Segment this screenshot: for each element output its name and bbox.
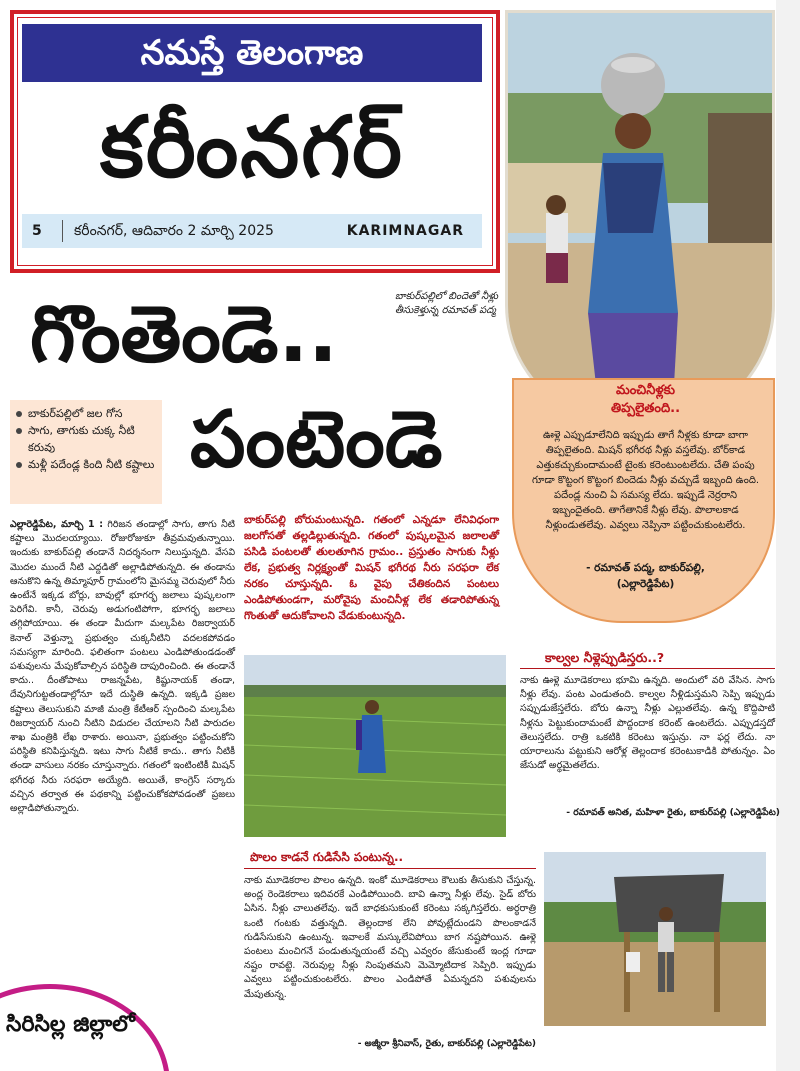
- section-body-kalvala: నాకు ఊళ్లె మూడెకరాలు భూమి ఉన్నది. అందులో వరి వేసిన. సాగు నీళ్లు లేవు. పంట ఎండుతంది. కాల్వల నీళ్లిడుస్తమని సెప్పి ఇప్పుడు సప్పుడుజేస్తలేరు. బోరు ఉన్నా నీళ్లు ఎల్లుతలేవు. ఉన్న కొద్దిపాటి నీళ్లను పెట్టుకుందామంటే పొద్దందాక కరెంట్‌ ఉంటలేదు. ఎప్పుడస్తదో తెలుస్తలేదు. రాత్రి ఒకటికి కరెంటు ఇస్తున్రు. నా ఫర్ల లేదు. నా యారాలును పట్టుకుని ఆరోళ్ల తెల్లందాక కరెంటుకాడికి పోతున్నం. ఏం జేసుడో అర్థమైతలేదు.: [520, 675, 775, 772]
- dateline-date: కరీంనగర్, ఆదివారం 2 మార్చి 2025: [74, 223, 274, 239]
- section-credit-polam: - అజ్మీరా శ్రీనివాస్‌, రైతు, బాకుర్‌పల్లి (ఎల్లారెడ్డిపేట): [357, 1039, 536, 1049]
- highlight-item: బాకుర్‌పల్లిలో జల గోస: [14, 405, 158, 422]
- next-article-headline: సిరిసిల్ల జిల్లాలో: [6, 1012, 135, 1037]
- sidebar-credit-line1: - రమావత్‌ పద్మ, బాకుర్‌పల్లి,: [586, 562, 705, 574]
- dateline-divider: [62, 220, 63, 242]
- edition-name: కరీంనగర్: [99, 98, 404, 196]
- photo-farmer-with-tent: [544, 852, 766, 1026]
- paper-name: నమస్తే తెలంగాణ: [22, 24, 482, 82]
- highlight-item: మళ్లీ పదేండ్ల కింది నీటి కష్టాలు: [14, 456, 158, 473]
- sidebar-quote-box: [512, 378, 775, 623]
- sidebar-credit-line2: (ఎల్లారెడ్డిపేట): [616, 578, 675, 590]
- highlight-item: సాగు, తాగుకు చుక్క నీటి కరువు: [14, 422, 158, 456]
- dateline-bar: [22, 214, 482, 248]
- article-intro: బాకుర్‌పల్లి బోరుమంటున్నది. గతంలో ఎన్నడూ లేనివిధంగా జలగోసతో తల్లడిల్లుతున్నది. గతంలో పుష్కలమైన జలాలతో పసిడి పంటలతో తులతూగిన గ్రామం.. ప్రస్తుతం సాగుకు నీళ్లు లేక, ప్రభుత్వ నిర్లక్ష్యంతో మిషన్‌ భగీరథ నీరు సరఫరా లేక నరకం చూస్తున్నది. ఓ వైపు చేతికందిన పంటలు ఎండిపోతుండగా, మరోవైపు మంచినీళ్ల లేక తడారిపోతున్న గొంతుతో ఆదుకోవాలని వేడుకుంటున్నది.: [244, 514, 499, 622]
- photo-tent-illustration: [544, 852, 766, 1026]
- section-credit-kalvala: - రమావత్‌ అనిత, మహిళా రైతు, బాకుర్‌పల్లి (ఎల్లారెడ్డిపేట): [566, 807, 780, 818]
- photo-woman-carrying-water-illustration: [508, 13, 775, 425]
- sidebar-title: [514, 382, 777, 418]
- photo-woman-in-paddy-field: [244, 655, 506, 837]
- dateline-city: KARIMNAGAR: [346, 223, 464, 239]
- sidebar-body: ఊళ్లె ఎప్పుడూలేనిది ఇప్పుడు తాగే నీళ్లకు కూడా బాగా తిప్పలైతంది. మిషన్‌ భగీరథ నీళ్లు వస్తలేవు. బోర్‌కాడ ఎత్తుకచ్చుకుందామంటే టైంకు కరెంటుంటలేదు. చేతి పంపు గూడా కొట్టంగ కొట్టంగ బిందెడు నీళ్లు వచ్చుడే ఇబ్బంది ఉంది. పదేండ్ల నుంచి ఏ సమస్య లేదు. ఇప్పుడే నెర్రరాని ఇబ్బందైతంది. తాగేతానికే నీళ్లు లేవు. పొలాలకాడ నీళ్లుండుతలేవు. ఎవ్వలు నెప్పినా పట్టించుకుంటలేరు.: [531, 430, 760, 531]
- sidebar-title-line1: మంచినీళ్లకు: [615, 383, 676, 398]
- section-rule: [520, 668, 775, 669]
- masthead: [10, 10, 500, 273]
- section-body-polam: నాకు మూడెకరాల పొలం ఉన్నది. ఇంకో మూడెకరాలు కౌలుకు తీసుకుని చేస్తున్న. అంద్ల రెండెకరాలు ఇదివరకే ఎండిపోయింది. బావి ఉన్నా నీళ్లు లేవు. సైడ్‌ బోరు ఏసిన. నీళ్లు చాలుతలేవు. ఇదే బాధకుసుకుంటే కరెంటు సక్కగిస్తలేరు. అర్ధరాత్రి ఒంటి గంటకు వత్తున్నది. తెల్లందాక లేని పోవుట్లేదుండని పొలంకాడనే గుడిసేసుకుని ఉంటున్న. ఇవాలకే మస్కులేవిపోయి బాగ నష్టపోయిన. ఊళ్లె పంటలు మంచిగనే పండుతున్నయంటే వచ్చి ఎవ్వరం జేసుకుంటే ఇంద్ల గూడా నష్టం రావట్టె. నెరువుల్ల నీళ్లు నింపుతమని మెమ్మోటిదాక సెప్పిరి. ఇప్పుడు ఎవ్వలు పట్టించుకుంటలేరు. పొలం ఎండిపోతే ఏమన్నదని పశువులను మేపుతున్న.: [244, 875, 536, 1000]
- section-rule: [244, 868, 536, 869]
- sidebar-credit: [514, 560, 777, 592]
- page-number: 5: [32, 223, 42, 239]
- photo-caption: బాకుర్‌పల్లిలో బిందెతో నీళ్లు తీసుకెళ్తున్న రమావత్‌ పద్మ: [395, 291, 499, 316]
- highlights-list: [10, 400, 162, 504]
- article-body-text: గిరిజన తండాల్లో సాగు, తాగు నీటి కష్టాలు మొదలయ్యాయి. రోజురోజుకూ తీవ్రమవుతున్నాయి. ఇందుకు బాకుర్‌పల్లి తండానే నిదర్శనంగా నిలుస్తున్నది. వేసవి మొదల ముందే నీటి ఎద్దడితో అల్లాడిపోతున్నది. ఈ తండాను ఆనుకొని ఉన్న తిమ్మాపూర్‌ గ్రామంలోని మైసమ్మ చెరువులో నీరు ఉంటేనే ఇక్కడ బోర్లు, బావుల్లో భూగర్భ జలాలు పుష్కలంగా పెరిగేవి. కానీ, చెరువు అడుగంటిపోగా, భూగర్భ జలాలు తగ్గిపోయాయి. ఈ తండా మీదుగా మల్కపేట రిజర్వాయర్‌ కెనాల్‌ వెళ్తున్నా ప్రభుత్వం చుక్కనీటిని వదలకపోవడం సమస్యగా మారింది. ఫలితంగా పంటలు ఎండిపోతుండడంతో పశువులను మేపుకోవాల్సిన పరిస్థితి దాపురించింది. ఈ తండానే కాదు.. దీంతోపాటు రాజన్నపేట, కిష్టునాయక్‌ తండా, దేవునిగుట్టతండాల్లోనూ ఇదే దుస్థితి ఉన్నది. ఇక్కడి ప్రజల కష్టాలు తెలుసుకుని మాజీ మంత్రి కేటీఆర్‌ స్పందించి మల్కపేట రిజర్వాయర్‌ నుంచి నీటిని విడుదల చేయాలని నీటి పారుదల శాఖ మంత్రికి లేఖ రాశారు. అయినా, ప్రభుత్వం పట్టించుకోని పరిస్థితి కనిపిస్తున్నది. ఇటు సాగు నీటికే కాదు.. తాగు నీటికీ తండా వాసులు నరకం చూస్తున్నారు. గతంలో ఇంటింటికీ మిషన్‌ భగీరథ నీరు సరఫరా అయ్యేది. అయితే, కాంగ్రెస్‌ సర్కారు వచ్చిన తర్వాత ఈ పథకాన్ని పట్టించుకోకపోవడంతో ప్రజలు అల్లాడిపోతున్నారు.: [10, 519, 235, 815]
- sidebar-title-line2: తిప్పలైతంది..: [610, 401, 681, 416]
- headline-line1: గొంతెండె..: [30, 290, 338, 380]
- photo-woman-carrying-water: [505, 10, 775, 425]
- section-title-kalvala: కాల్వల నీళ్లెప్పుడిస్తరు..?: [545, 650, 665, 665]
- dateline-lead: ఎల్లారెడ్డిపేట, మార్చి 1 :: [10, 519, 103, 530]
- article-body-left: [10, 518, 235, 816]
- photo-paddy-illustration: [244, 655, 506, 837]
- page-edge-strip: [776, 0, 800, 1071]
- section-title-polam: పొలం కాడనే గుడిసేసి పంటున్న..: [250, 850, 404, 864]
- headline-line2: పంటెండె: [190, 395, 443, 485]
